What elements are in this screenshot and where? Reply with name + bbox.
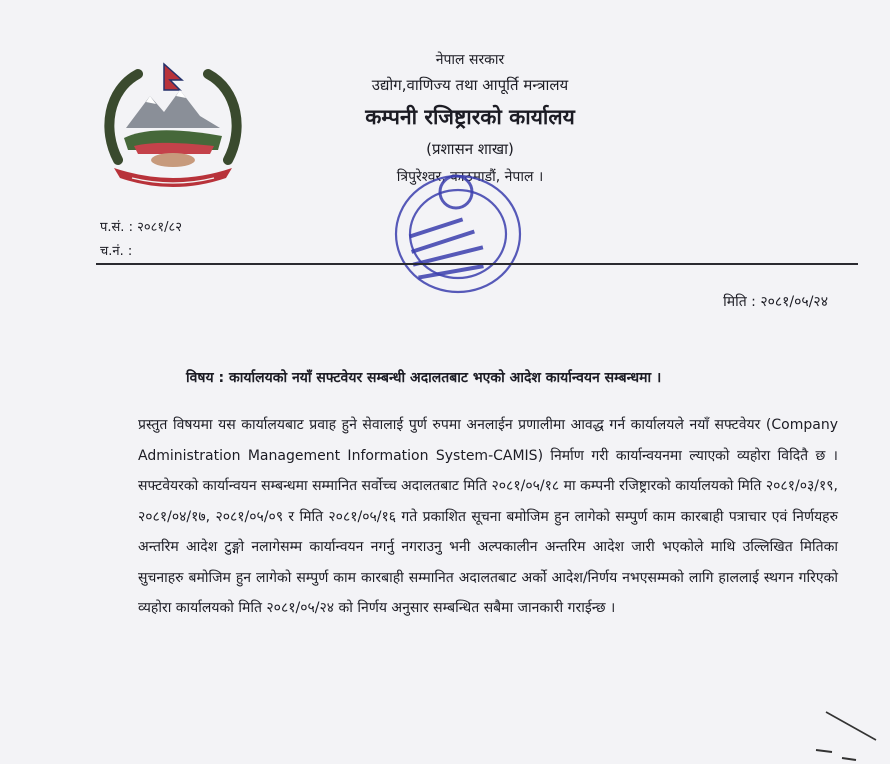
header-divider	[96, 263, 858, 265]
office-seal-stamp-icon	[378, 156, 538, 306]
ps-label: प.सं. :	[100, 220, 133, 235]
chn-label: च.नं. :	[100, 244, 133, 259]
letter-subject: विषय : कार्यालयको नयाँ सफ्टवेयर सम्बन्धी अदालतबाट भएको आदेश कार्यान्वयन सम्बन्धमा ।	[186, 370, 662, 386]
signature-mark-icon	[796, 700, 890, 764]
ps-line	[100, 216, 182, 240]
letter-date: मिति : २०८१/०५/२४	[723, 294, 828, 310]
letter-body: प्रस्तुत विषयमा यस कार्यालयबाट प्रवाह हुने सेवालाई पुर्ण रुपमा अनलाईन प्रणालीमा आवद्ध गर्न कार्यालयले नयाँ सफ्टवेयर (Company Administration Management Information System-CAMIS) निर्माण गरी कार्यान्वयनमा ल्याएको व्यहोरा विदितै छ । सफ्टवेयरको कार्यान्वयन सम्बन्धमा सम्मानित सर्वोच्च अदालतबाट मिति २०८१/०५/१८ मा कम्पनी रजिष्ट्रारको कार्यालयको मिति २०८१/०३/१९, २०८१/०४/१७, २०८१/०५/०९ र मिति २०८१/०५/१६ गते प्रकाशित सूचना बमोजिम हुन लागेको सम्पुर्ण काम कारबाही पत्राचार एवं निर्णयहरु अन्तरिम आदेश टुङ्गो नलागेसम्म कार्यान्वयन नगर्नु नगराउनु भनी अल्पकालीन अन्तरिम आदेश जारी भएकोले माथि उल्लिखित मितिका सुचनाहरु बमोजिम हुन लागेको सम्पुर्ण काम कारबाही सम्मानित अदालतबाट अर्को आदेश/निर्णय नभएसम्मको लागि हाललाई स्थगन गरिएको व्यहोरा कार्यालयको मिति २०८१/०५/२४ को निर्णय अनुसार सम्बन्धित सबैमा जानकारी गराईन्छ ।	[138, 417, 838, 616]
chn-line	[100, 240, 182, 264]
office-address: त्रिपुरेश्वर, काठमाडौं, नेपाल ।	[396, 169, 544, 185]
ps-value: २०८१/८२	[137, 220, 183, 235]
office-name: कम्पनी रजिष्ट्रारको कार्यालय	[365, 105, 575, 129]
reference-block	[100, 216, 182, 264]
ministry-name: उद्योग,वाणिज्य तथा आपूर्ति मन्त्रालय	[371, 76, 569, 94]
nepal-emblem-icon	[98, 60, 248, 190]
government-name: नेपाल सरकार	[435, 52, 505, 68]
branch-name: (प्रशासन शाखा)	[426, 140, 514, 158]
